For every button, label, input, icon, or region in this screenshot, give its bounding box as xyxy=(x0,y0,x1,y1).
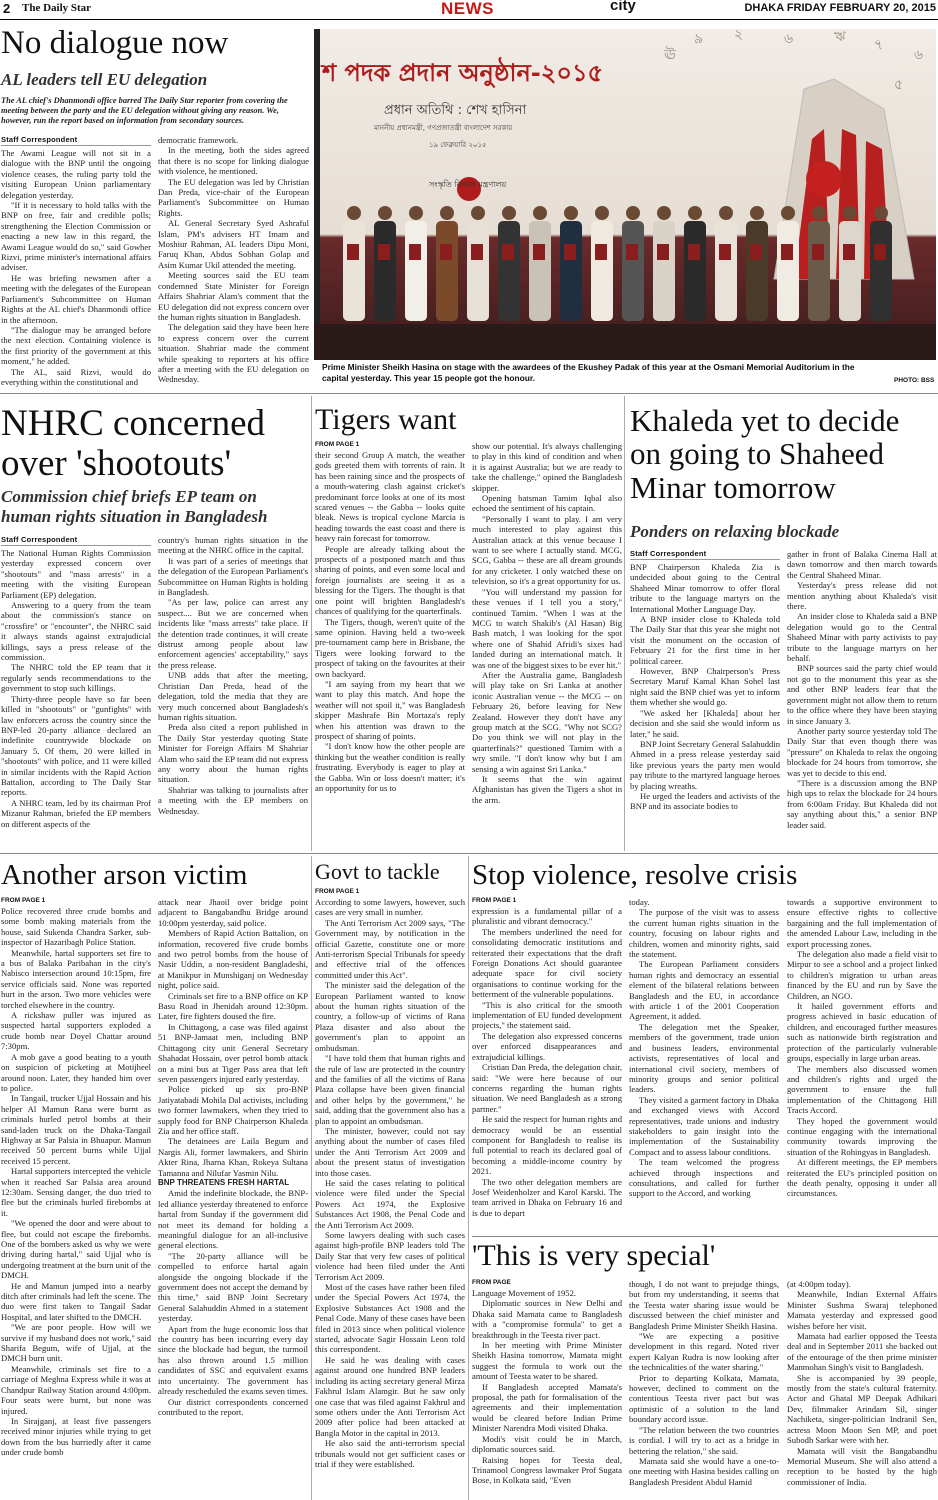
paragraph: Apart from the huge economic loss that the country has been incurring every day since the blockade had begun, the turmoil has also thrown around 1.5 million candidates of SSC and equivalent exams into uncertainty. The government has already rescheduled the exams seven times. xyxy=(158,1323,308,1397)
svg-text:৫: ৫ xyxy=(894,77,904,93)
paragraph: In the meeting, both the sides agreed that there is no scope for linking dialogue with violence, he mentioned. xyxy=(158,145,309,177)
paragraph: A mob gave a good beating to a youth on suspicion of picketing at Motijheel around noon. Later, they handed him over to police. xyxy=(1,1051,151,1093)
paragraph: It seems that the win against Afghanistan has given the Tigers a shot in the arm. xyxy=(472,774,622,805)
paragraph: The two other delegation members are Josef Weidenholzer and Karol Karski. The team arrived in Dhaka on February 16 and is due to depart xyxy=(472,1176,622,1218)
paragraph: BNP Chairperson Khaleda Zia is undecided about going to the Central Shaheed Minar tomorrow to offer floral tribute to the language martyrs on the International Mother Language Day. xyxy=(630,562,780,614)
paragraph: Meeting sources said the EU team condemned State Minister for Foreign Affairs Shahriar Alam's comment that the EU delegation did not express concern over the human rights situation in Bangladesh. xyxy=(158,270,309,322)
awardee-figure xyxy=(839,206,861,321)
awardee-figure xyxy=(529,206,551,321)
paragraph: Thirty-three people have so far been killed in "shootouts" or "gunfights" with law enforcers across the country since the BNP-led 20-party alliance declared an indefinite countrywide blockade on January 5. Of them, 20 were killed in "shootouts" with police, and 11 were killed in similar incidents with the Rapid Action Battalion, according to The Daily Star reports. xyxy=(1,693,151,798)
paragraph: The minister, however, could not say anything about the number of cases filed under the Anti Terrorism Act 2009 and about the present status of investigation into those cases. xyxy=(315,1125,465,1178)
awardee-figure xyxy=(622,206,644,321)
awardee-figure xyxy=(343,206,365,321)
paragraph: Mamata said she would have a one-to-one meeting with Hasina besides calling on Bangladesh President Abdul Hamid xyxy=(629,1455,779,1487)
paragraph: The delegation said they have been here to express concern over the current situation. Shahriar made the comment while speaking to reporters at his office after a meeting with the EU delegation on Wednesday. xyxy=(158,322,309,385)
paragraph: They visited a garment factory in Dhaka and exchanged views with Accord representatives, trade unions and industry stakeholders to gain insight into the implementation of the Sustainability Compact and to assess labour conditions. xyxy=(629,1094,779,1157)
paragraph: "I don't know how the other people are thinking but the weather condition is really frustrating. Everybody is eager to play at the Gabba. Win or loss doesn't matter; it's an opportunity for us to xyxy=(315,741,465,793)
paragraph: He said the cases relating to political violence were filed under the Special Powers Act 1974, the Explosive Substances Act 1908, the Penal Code and the Anti Terrorism Act 2009. xyxy=(315,1177,465,1230)
paragraph: The members also discussed women and children's rights and urged the government to ensure the full implementation of the Chittagong Hill Tracts Accord. xyxy=(787,1063,937,1116)
paragraph: "I am saying from my heart that we want to play this match. And hope the weather will not spoil it," was Bangladesh skipper Mashrafe Bin Mortaza's reply when his attention was drawn to the prospect of sharing of points. xyxy=(315,678,465,741)
section-tag: city xyxy=(610,0,636,14)
story5-col2 xyxy=(158,897,308,1498)
paragraph: The National Human Rights Commission yesterday expressed concern over "shootouts" and "mass arrests" in a meeting with the visiting European Parliament (EP) delegation. xyxy=(1,548,151,600)
award-ceremony-photo xyxy=(314,29,936,360)
story5-frompage: FROM PAGE 1 xyxy=(1,897,46,904)
awardee-figure xyxy=(684,206,706,321)
paragraph: "We opened the door and were about to flee, but could not escape the firebombs. One of the bombers asked us why we were driving during hartal," said Ujjal who is undergoing treatment at the burn unit of the DMCH. xyxy=(1,1218,151,1281)
masthead: The Daily Star xyxy=(22,2,92,14)
awardee-figure xyxy=(498,206,520,321)
paragraph: She is accompanied by 39 people, mostly from the state's cultural fraternity. Actor and Ghatal MP Deepak Adhikari Dev, filmmaker Arindam Sil, singer Nachiketa, singer-politician Indranil Sen, actress Moon Moon Sen MP, and poet Subodh Sarkar were with her. xyxy=(787,1372,937,1446)
svg-text:৬: ৬ xyxy=(784,31,794,47)
svg-text:৭: ৭ xyxy=(874,37,884,53)
story3-frompage: FROM PAGE 1 xyxy=(315,441,360,448)
paragraph: BNP Joint Secretary General Salahuddin Ahmed in a press release yesterday said like previous years the party men would pay tribute to the martyred language heroes by placing wreaths. xyxy=(630,738,780,791)
story6-frompage: FROM PAGE 1 xyxy=(315,888,360,895)
paragraph: He and Mamun jumped into a nearby ditch after criminals had left the scene. The duo were first taken to Tangail Sadar Hospital, and later shifted to the DMCH. xyxy=(1,1280,151,1322)
photo-credit: PHOTO: BSS xyxy=(894,377,935,384)
paragraph: According to some lawyers, however, such cases are very small in number. xyxy=(315,897,465,918)
awardee-figure xyxy=(653,206,675,321)
photo-guest: প্রধান অতিথি : শেখ হাসিনা xyxy=(384,103,527,118)
paragraph: A BNP insider close to Khaleda told The Daily Star that this year she might not visit the monument on the occasion of February 21 for the first time in her political career. xyxy=(630,614,780,666)
awardee-figure xyxy=(870,206,892,321)
story5-headline: Another arson victim xyxy=(1,859,248,891)
paragraph: country's human rights situation in the meeting at the NHRC office in the capital. xyxy=(158,535,308,556)
story4-dek: Ponders on relaxing blockade xyxy=(630,522,840,541)
story7-frompage: FROM PAGE 1 xyxy=(472,897,517,904)
story6-headline: Govt to tackle xyxy=(315,859,440,884)
story3-headline: Tigers want xyxy=(315,403,457,436)
paragraph: The minister said the delegation of the European Parliament wanted to know about the human rights situation of the country, a follow-up of victims of Rana Plaza disaster and also about the government's plan to appoint an ombudsman. xyxy=(315,980,465,1053)
paragraph: their second Group A match, the weather gods greeted them with torrents of rain. It has been raining since and the prospects of a mouth-watering clash against cricket's predominant force looks at one of its most scared venues -- the Gabba -- looks quite bleak. News is tropical cyclone Marcia is heading towards the east coast and there is heavy rain forecast for tomorrow. xyxy=(315,450,465,544)
paragraph: Prior to departing Kolkata, Mamata, however, declined to comment on the contentious Teesta river pact but was optimistic of a solution to the land boundary accord issue. xyxy=(629,1372,779,1425)
awardee-figure xyxy=(436,206,458,321)
svg-text:৬: ৬ xyxy=(914,47,924,63)
paragraph: today. xyxy=(629,897,650,907)
paragraph: Most of the cases have rather been filed under the Special Powers Act 1974, the Explosive Substances Act 1908 and the Penal Code. Many of these cases have been filed in 2013 since when political violence started, advocate Sagir Hossain Leon told this correspondent. xyxy=(315,1282,465,1355)
story2-headline: NHRC concerned over 'shootouts' xyxy=(1,403,266,484)
paragraph: Preda also cited a report published in The Daily Star yesterday quoting State Minister for Foreign Affairs M Shahriar Alam who said the EP team did not express any worry about the human rights situation. xyxy=(158,722,308,785)
paragraph: Shahriar was talking to journalists after a meeting with the EP members on Wednesday. xyxy=(158,784,308,816)
paragraph: After the Australia game, Bangladesh will play take on Sri Lanka at another iconic Australian venue -- the MCG -- on February 26, before leaving for New Zealand. However they don't have any group match at the SCG. "Why not SCG? Do you think we will not play in the quarterfinals?" questioned Tamim with a wry smile. "I don't know why but I am sensing a win against Sri Lanka." xyxy=(472,669,622,774)
paragraph: "This is also critical for the smooth implementation of EU funded development projects," the statement said. xyxy=(472,999,622,1031)
paragraph: "If it is necessary to hold talks with the BNP on free, fair and credible polls; strengthening the Election Commission or enacting a new law in this regard, the Awami League would do so," said Gowher Rizvi, prime minister's international affairs adviser. xyxy=(1,200,151,273)
paragraph: The NHRC told the EP team that it regularly sends recommendations to the government to stop such killings. xyxy=(1,662,151,694)
paragraph: "As per law, police can arrest any suspect.... But we are concerned when incidents like "mass arrests" take place. If the detention trade continues, it will create distrust among people about law enforcement agencies' acceptability," says the press release. xyxy=(158,597,308,670)
photo-caption: Prime Minister Sheikh Hasina on stage with the awardees of the Ekushey Padak of this year at the Osmani Memorial Auditorium in the capital yesterday. This year 15 people got the honour. xyxy=(322,362,855,383)
paragraph: The delegation met the Speaker, members of the government, trade union and business leaders, environmental activists, representatives of local and international civil society, members of minority groups and senior political leaders. xyxy=(629,1021,779,1095)
story8-col1 xyxy=(472,1288,622,1498)
story2-col1 xyxy=(1,548,151,844)
paragraph: It hailed government efforts and progress achieved in basic education of children, and encouraged further measures such as nationwide birth registration and protection of the particularly vulnerable groups, especially in large urban areas. xyxy=(787,1001,937,1064)
paragraph: Mamata had earlier opposed the Teesta deal and in September 2011 she backed out of the entourage of the then prime minister Manmohan Singh's visit to Bangladesh. xyxy=(787,1331,937,1373)
photo-guest-sub: মাননীয় প্রধানমন্ত্রী, গণপ্রজাতন্ত্রী বাংলাদেশ সরকার xyxy=(374,124,513,132)
awardee-figure xyxy=(405,206,427,321)
awardee-figure xyxy=(374,206,396,321)
paragraph: They hoped the government would continue engaging with the international community towards improving the situation of the Rohingyas in Bangladesh. xyxy=(787,1115,937,1157)
story8-col2 xyxy=(629,1279,779,1498)
paragraph: Some lawyers dealing with such cases against high-profile BNP leaders told The Daily Star that very few cases of political violence had been filed under the Anti Terrorism Act 2009. xyxy=(315,1230,465,1282)
paragraph: Criminals set fire to a BNP office on KP Basu Road in Jhenidah around 12:30pm. Later, fire fighters doused the fire. xyxy=(158,990,308,1022)
paragraph: The delegation also made a field visit to Mirpur to see a school and a project linked to children's migration to urban areas financed by the EU and run by Save the Children, an NGO. xyxy=(787,949,937,1001)
story5-col1 xyxy=(1,906,151,1498)
photo-ministry: সংস্কৃতি বিষয়ক মন্ত্রণালয় xyxy=(429,180,507,189)
svg-text:ঋ: ঋ xyxy=(834,29,846,45)
paragraph: show our potential. It's always challenging to play in this kind of condition and when it is against Australia; but we are ready to take the challenge," opined the Bangladesh skipper. xyxy=(472,441,622,493)
paragraph: BNP THREATENS FRESH HARTAL xyxy=(158,1177,290,1187)
paragraph: "Personally I want to play. I am very much interested to play against this Australian attack at this venue because I want to see where I actually stand. MCG, SCG, Gabba -- these are all dream grounds for any cricketer. I only watched these on television, so it's a great opportunity for us. xyxy=(472,513,622,587)
paragraph: The members underlined the need for consolidating democratic institutions and reiterated their expectations that the draft Foreign Donations Act should guarantee adequate space for civil society organisations to continue working for the betterment of the vulnerable populations. xyxy=(472,926,622,1000)
story7-col3 xyxy=(787,897,937,1232)
paragraph: Meanwhile, hartal supporters set fire to a bus of Balaka Paribahan in the city's Nabisco intersection around 10:15pm, fire service officials said. None was reported hurt in the arson. Two more vehicles were torched elsewhere in the country. xyxy=(1,947,151,1010)
story7-headline: Stop violence, resolve crisis xyxy=(472,859,798,891)
story2-byline: Staff Correspondent xyxy=(1,535,151,546)
paragraph: He was briefing newsmen after a meeting with the delegates of the European Parliament's Subcommittee on Human Rights at the AL chief's Dhanmondi office in the afternoon. xyxy=(1,272,151,325)
paragraph: He urged the leaders and activists of the BNP and its associate bodies to xyxy=(630,790,780,812)
paragraph: gather in front of Balaka Cinema Hall at dawn tomorrow and then march towards the Central Shaheed Minar. xyxy=(787,549,937,580)
paragraph: Police recovered three crude bombs and some bomb making materials from the house, said Sukenda Chandra Sarker, sub-inspector of Hazaribagh Police Station. xyxy=(1,906,151,948)
paragraph: People are already talking about the prospects of a postponed match and thus sharing of points, and even some local and foreign journalists are seeing it as a blessing for the Tigers. The thought is that one point will brighten Bangladesh's chances of qualifying for the quarterfinals. xyxy=(315,543,465,617)
paragraph: Our district correspondents concerned contributed to the report. xyxy=(158,1396,308,1417)
story4-byline: Staff Correspondent xyxy=(630,549,780,560)
paragraph: Hartal supporters intercepted the vehicle when it reached Sar Palsia area around 12:30am. Sensing danger, the duo tried to flee but the criminals hurled firebombs at it. xyxy=(1,1166,151,1218)
awardee-figure xyxy=(467,206,489,321)
story1-col1 xyxy=(1,148,151,388)
paragraph: Police picked up six pro-BNP Jatiyatabadi Mohila Dal activists, including two former lawmakers, when they tried to supply food for BNP Chairperson Khaleda Zia and her office staff. xyxy=(158,1084,308,1136)
awardee-figure xyxy=(591,206,613,321)
paragraph: Raising hopes for Teesta deal, Trinamool Congress lawmaker Prof Sugata Bose, in Kolkata said, "Even xyxy=(472,1454,622,1486)
paragraph: The delegation also expressed concerns over enforced disappearances and extrajudicial killings. xyxy=(472,1030,622,1062)
story2-dek: Commission chief briefs EP team on human rights situation in Bangladesh xyxy=(1,487,268,526)
paragraph: In Chittagong, a case was filed against 51 BNP-Jamaat men, including BNP Chittagong city unit General Secretary Shahadat Hossain, over petrol bomb attack on a mini bus at Tiger Pass area that left seven passengers injured early yesterday. xyxy=(158,1021,308,1084)
svg-text:৯: ৯ xyxy=(694,31,704,47)
page-number: 2 xyxy=(3,1,11,16)
story3-col2 xyxy=(472,441,622,844)
paragraph: though, I do not want to prejudge things, but from my understanding, it seems that the Teesta water sharing issue would be discussed between the chief minister and Bangladesh Prime Minister Sheikh Hasina. xyxy=(629,1279,779,1331)
paragraph: He also said the anti-terrorism special tribunals would not get sufficient cases or trial if they were established. xyxy=(315,1438,465,1469)
story1-dek: AL leaders tell EU delegation xyxy=(1,70,208,89)
paragraph: In Tangail, trucker Ujjal Hossain and his helper Al Mamun Rana were burnt as criminals hurled petrol bombs at their sand-laden truck on the Dhaka-Tangail Highway at Sar Palsia in Bhuapur. Mamun received 50 percent burns while Ujjal received 15 percent. xyxy=(1,1093,151,1166)
paragraph: Answering to a query from the team about the commission's stance on "crossfire" or "encounter", the NHRC said it always stands against extrajudicial killings, says a press release of the commission. xyxy=(1,600,151,663)
paragraph: Another party source yesterday told The Daily Star that even though there was "pressure" on Khaleda to relax the ongoing blockade for 24 hours from tomorrow, she was yet to decide to this end. xyxy=(787,725,937,778)
awardees-group xyxy=(314,199,936,329)
paragraph: "We are expecting a positive development in this regard. Noted river expert Kalyan Rudra is now looking after the technicalities of the water sharing." xyxy=(629,1331,779,1373)
story1-byline: Staff Correspondent xyxy=(1,135,151,146)
paragraph: A NHRC team, led by its chairman Prof Mizanur Rahman, briefed the EP members on different aspects of the xyxy=(1,797,151,829)
paragraph: expression is a fundamental pillar of a pluralistic and vibrant democracy." xyxy=(472,906,622,927)
paragraph: He said the respect for human rights and democracy would be an essential component for Bangladesh to realise its full potential to reach its declared goal of becoming a middle-income country by 2021. xyxy=(472,1114,622,1177)
paragraph: If Bangladesh accepted Mamata's proposal, the path for formalisation of the agreements and their implementation would be cleared before Indian Prime Minister Narendra Modi visited Dhaka. xyxy=(472,1381,622,1434)
story4-col2 xyxy=(787,549,937,844)
paragraph: "The dialogue may be arranged before the next election. Containing violence is the first priority of the government at this moment," he added. xyxy=(1,324,151,367)
paragraph: "I have told them that human rights and the rule of law are protected in the country and the families of all the victims of Rana Plaza collapse have been given financial and other helps by the government," he said, adding that the government also has a plan to appoint an ombudsman. xyxy=(315,1053,465,1126)
paragraph: BNP sources said the party chief would not go to the monument this year as she and other BNP leaders fear that the government might not allow them to return to the office where they have been staying in since January 3. xyxy=(787,663,937,726)
story8-frompage: FROM PAGE xyxy=(472,1279,511,1286)
photo-banner: শ পদক প্রদান অনুষ্ঠান-২০১৫ xyxy=(322,59,604,87)
paragraph: "We asked her [Khaleda] about her decision and she said she would inform us later," he said. xyxy=(630,707,780,739)
story2-col2 xyxy=(158,535,308,844)
section-divider xyxy=(0,393,938,394)
paragraph: In her meeting with Prime Minister Sheikh Hasina tomorrow, Mamata might suggest the formula to work out the amount of Teesta water to be shared. xyxy=(472,1340,622,1382)
paragraph: At different meetings, the EP members reiterated the EU's principled position on the death penalty, opposing it under all circumstances. xyxy=(787,1157,937,1199)
paragraph: towards a supportive environment to ensure effective rights to collective bargaining and the full implementation of the amended Labour Law, including in the export processing zones. xyxy=(787,897,937,949)
paragraph: Yesterday's press release did not mention anything about Khaleda's visit there. xyxy=(787,580,937,612)
story8-headline: 'This is very special' xyxy=(472,1239,716,1272)
paragraph: "There is a discussion among the BNP high ups to relax the blockade for 24 hours from 6:00am Friday. But Khaleda did not say anything about this," a senior BNP leader said. xyxy=(787,777,937,830)
paragraph: (at 4:00pm today). xyxy=(787,1279,851,1289)
story1-headline: No dialogue now xyxy=(1,25,229,61)
paragraph: "The relation between the two countries is cordial. I will try to act as a bridge in bettering the relation," she said. xyxy=(629,1424,779,1456)
paragraph: An insider close to Khaleda said a BNP delegation would go to the Central Shaheed Minar with party activists to pay tribute to the language martyrs on her behalf. xyxy=(787,611,937,664)
paragraph: The EU delegation was led by Christian Dan Preda, vice-chair of the European Parliament's Subcommittee on Human Rights. xyxy=(158,176,309,218)
paragraph: However, BNP Chairperson's Press Secretary Maruf Kamal Khan Sohel last night said the BNP chief was yet to inform them whether she would go. xyxy=(630,666,780,708)
paragraph: Opening batsman Tamim Iqbal also echoed the sentiment of his captain. xyxy=(472,493,622,514)
paragraph: The Awami League will not sit in a dialogue with the BNP until the ongoing violence ceases, the ruling party told the visiting European Union parliamentary delegation yesterday. xyxy=(1,148,151,200)
paragraph: Mamata will visit the Bangabandhu Memorial Museum. She will also attend a reception to be hosted by the high commissioner of India. xyxy=(787,1445,937,1487)
paragraph: Amid the indefinite blockade, the BNP-led alliance yesterday threatened to enforce hartal from Sunday if the government did not meet its demand for holding a meaningful dialogue for an all-inclusive general elections. xyxy=(158,1188,308,1251)
paragraph: The team welcomed the progress achieved through inspections and consultations, and called for further support to the Accord, and working xyxy=(629,1157,779,1199)
paragraph: The European Parliament considers human rights and democracy an essential element of the bilateral relations between Bangladesh and the EU, in accordance with article 1 of the 2001 Cooperation Agreement, it added. xyxy=(629,959,779,1022)
paragraph: Cristian Dan Preda, the delegation chair, said: "We were here because of our concerns regarding the human rights situation. We need Bangladesh as a strong partner." xyxy=(472,1062,622,1114)
paragraph: democratic framework. xyxy=(158,135,239,145)
story3-col1 xyxy=(315,450,465,844)
paragraph: The Anti Terrorism Act 2009 says, "The Government may, by notification in the official Gazette, constitute one or more Anti-terrorism Special Tribunals for speedy and effective trial of the offences committed under this Act". xyxy=(315,917,465,980)
paragraph: Modi's visit could be in March, diplomatic sources said. xyxy=(472,1433,622,1455)
paragraph: The purpose of the visit was to assess the current human rights situation in the country, focusing on labour rights and children, women and minority rights, said the statement. xyxy=(629,907,779,960)
paragraph: In Sirajganj, at least five passengers received minor injuries while trying to get down from the bus hurriedly after it came under crude bomb xyxy=(1,1415,151,1458)
paragraph: Diplomatic sources in New Delhi and Dhaka said Mamata came to Bangladesh with a "compromise formula" to get a breakthrough in the Teesta river pact. xyxy=(472,1298,622,1340)
awardee-figure xyxy=(715,206,737,321)
awardee-figure xyxy=(560,206,582,321)
awardee-figure xyxy=(777,206,799,321)
paragraph: Meanwhile, criminals set fire to a carriage of Meghna Express while it was at Chandpur Railway Station around 4:00pm. Four seats were burnt, but none was injured. xyxy=(1,1363,151,1416)
story7-col2 xyxy=(629,897,779,1232)
page-header xyxy=(0,0,938,20)
paragraph: The Tigers, though, weren't quite of the same opinion. Having held a two-week pre-tournament camp here in Brisbane, the Tigers were looking forward to the prospect of taking on the favourites at their own backyard. xyxy=(315,616,465,679)
paragraph: "You will understand my passion for these venues if I tell you a story," continued Tamim. "When I was at the MCG to watch Shakib's (Al Hasan) Big Bash match, I was looking for the spot where one of Shahid Afridi's sixes had landed during an international match. It was one of the biggest sixes to be ever hit." xyxy=(472,586,622,670)
story4-headline: Khaleda yet to decide on going to Shaheed Minar tomorrow xyxy=(630,403,900,505)
paragraph: The AL, said Rizvi, would do everything within the constitutional and xyxy=(1,366,151,387)
awardee-figure xyxy=(808,206,830,321)
story1-col2 xyxy=(158,135,309,388)
paragraph: "We are poor people. How will we survive if my husband does not work," said Sharifa Begum, wife of Ujjal, at the DMCH burn unit. xyxy=(1,1322,151,1364)
paragraph: A rickshaw puller was injured as suspected hartal supporters exploded a crude bomb near Doyel Chattar around 7:30pm. xyxy=(1,1010,151,1052)
svg-text:ঊ: ঊ xyxy=(664,47,676,63)
story6-col1 xyxy=(315,897,465,1498)
paragraph: He said he was dealing with cases against around one hundred BNP leaders including its acting secretary general Mirza Fakhrul Islam Alamgir. But he saw only one case that was filed against Fakhrul and some others under the Anti Terrorism Act 2009 after police had been attacked at Bangla Motor in the capital in 2013. xyxy=(315,1354,465,1438)
section-label: NEWS xyxy=(441,0,494,18)
paragraph: Meanwhile, Indian External Affairs Minister Sushma Swaraj telephoned Mamata yesterday and expressed good wishes before her visit. xyxy=(787,1289,937,1331)
paragraph: "The 20-party alliance will be compelled to enforce hartal again alongside the ongoing blockade if the government does not accept the demand by this time," said BNP Joint Secretary General Salahuddin Ahmed in a statement yesterday. xyxy=(158,1250,308,1324)
story1-intro: The AL chief's Dhanmondi office barred The Daily Star reporter from covering the meeting between the party and the EU delegation without giving any reason. We, however, run the report based on information from secondary sources. xyxy=(1,96,288,125)
paragraph: AL General Secretary Syed Ashraful Islam, PM's advisers HT Imam and Moshiur Rahman, AL leaders Dipu Moni, Faruq Khan, Abdus Sobhan Golap and Asim Kumar Ukil attended the meeting. xyxy=(158,218,309,270)
paragraph: Members of Rapid Action Battalion, on information, recovered five crude bombs and two petrol bombs from the house of Nasir Uddin, a non-resident Bangladeshi, at Manikpur in Munshiganj on Wednesday night, police said. xyxy=(158,928,308,991)
paragraph: Language Movement of 1952. xyxy=(472,1288,577,1298)
paragraph: attack near Jhaoil over bridge point adjacent to Bangabandhu Bridge around 10:00pm yesterday, said police. xyxy=(158,897,308,928)
story8-col3 xyxy=(787,1279,937,1498)
paragraph: UNB adds that after the meeting, Christian Dan Preda, head of the delegation, told the media that they are very much concerned about Bangladesh's human rights situation. xyxy=(158,670,308,722)
awardee-figure xyxy=(746,206,768,321)
story4-col1 xyxy=(630,562,780,844)
story7-col1 xyxy=(472,906,622,1232)
photo-date: ১৯ ফেব্রুয়ারি ২০১৫ xyxy=(429,141,487,149)
issue-date: DHAKA FRIDAY FEBRUARY 20, 2015 xyxy=(744,2,936,14)
svg-text:২: ২ xyxy=(734,29,744,43)
paragraph: It was part of a series of meetings that the delegation of the European Parliament's Subcommittee on Human Rights is holding in Bangladesh. xyxy=(158,555,308,598)
paragraph: The detainees are Laila Begum and Nargis Ali, former lawmakers, and Shirin Akter Rina, Jharna Khan, Rokeya Sultana Tamanna and Nilufar Yasmin Nilu. xyxy=(158,1136,308,1178)
